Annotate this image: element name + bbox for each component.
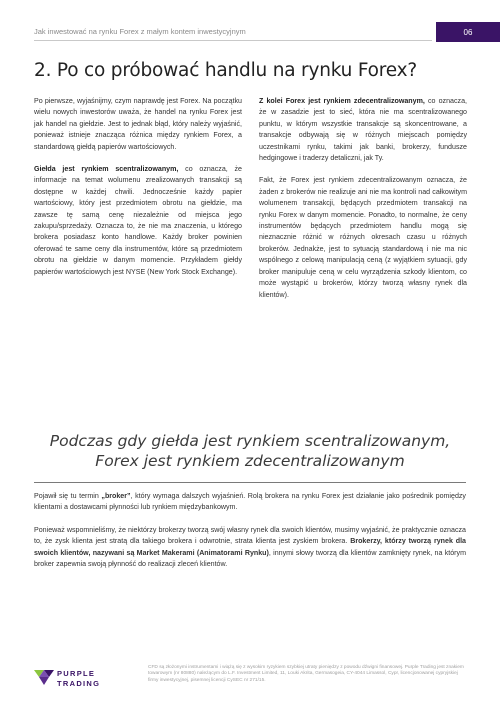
quote-divider [34,482,466,483]
diamond-logo-icon [34,668,54,686]
bold-phrase: Z kolei Forex jest rynkiem zdecentralizowanym, [259,97,425,105]
section-title: 2. Po co próbować handlu na rynku Forex? [34,60,418,81]
paragraph: Fakt, że Forex jest rynkiem zdecentralizowanym oznacza, że żaden z brokerów nie realizuje ani nie ma kontroli nad całkowitym wolumenem transakcji, będących przedmiotem transakcji na rynku Forex w danym momencie. Ponadto, to normalne, że ceny instrumentów będących przedmiotem handlu mogą się nieznacznie różnić w różnych okresach czasu u różnych brokerów. Jednakże, jest to sytuacją standardową i nie ma nic wspólnego z celową manipulacją ceną (z wyjątkiem sytuacji, gdy broker manipuluje ceną w celu wyrządzenia szkody klientom, co może wystąpić u brokerów, którzy tworzą własny rynek dla klientów). [259,176,467,299]
paragraph-text: co oznacza, że w zasadzie jest to sieć, która nie ma scentralizowanego punktu, w którym wszystkie transakcje są skoncentrowane, a transakcje odbywają się w różnych miejscach pomiędzy uczestnikami rynku, takimi jak banki, brokerzy, fundusze hedgingowe i traderzy detaliczni, jak Ty. [259,97,468,163]
paragraph-text: Ponieważ wspomnieliśmy, że niektórzy brokerzy tworzą swój własny rynek dla swoich klientów, musimy wyjaśnić, że praktycznie oznacza to, że zysk klienta jest stratą dla takiego brokera i odwrotnie, strata klienta jest zyskiem brokera. [34,525,466,546]
purple-trading-logo [34,665,129,691]
paragraph [34,491,466,514]
left-column [34,96,242,289]
footer-disclaimer: CFD są złożonymi instrumentami i wiążą się z wysokim ryzykiem szybkiej utraty pieniędzy z powodu dźwigni finansowej. Purple Trading jest znakiem towarowym (nr 80880) należącym do L.F. Investment Limited, 11, Louki Akrita, Germasogeia, CY-4044 Limassol, Cypr, licencjonowanej cypryjskiej firmy inwestycyjnej, pisemnej licencji CySEC nr 271/15. [148,665,464,683]
paragraph [34,164,242,278]
right-column [259,96,467,312]
pull-quote [30,432,470,471]
pull-quote-line: Forex jest rynkiem zdecentralizowanym [95,451,405,470]
logo-text: TRADING [57,679,101,688]
header-divider [34,40,432,41]
paragraph-text: Pojawił się tu termin [34,492,102,500]
bold-phrase: Giełda jest rynkiem scentralizowanym, [34,165,179,174]
paragraph [259,96,467,164]
bold-term: „broker” [101,492,131,500]
pull-quote-line: Podczas gdy giełda jest rynkiem scentralizowanym, [49,432,451,450]
body-text [34,491,466,581]
paragraph-text: , innymi słowy tworzą dla klientów zamknięty rynek, na którym broker zapewnia swoją płynność do realizacji zleceń klientów. [34,548,466,569]
page-number-tab [436,22,500,42]
running-header: Jak inwestować na rynku Forex z małym kontem inwestycyjnym [34,27,246,36]
paragraph [34,525,466,571]
logo-text: PURPLE [57,669,96,678]
paragraph-text: , który wymaga dalszych wyjaśnień. Rolą brokera na rynku Forex jest działanie jako pośrednik pomiędzy klientami a dostawcami płynności lub rynkiem międzybankowym. [34,492,466,512]
paragraph: Po pierwsze, wyjaśnijmy, czym naprawdę jest Forex. Na początku wielu nowych inwestorów uważa, że handel na rynku Forex jest jak handel na giełdzie. Jest to jednak błąd, który należy wyjaśnić, ponieważ istnieje znacząca różnica między rynkiem Forex, a standardową giełdą papierów wartościowych. [34,97,242,151]
bold-phrase: Brokerzy, którzy tworzą rynek dla swoich klientów, nazywani są Market Makerami (Animatorami Rynku) [34,537,466,557]
paragraph-text: co oznacza, że informacje na temat wolumenu zrealizowanych transakcji są dostępne w każdej chwili. Jednocześnie każdy papier wartościowy, który jest przedmiotem obrotu na giełdzie, ma zawsze tę samą cenę niezależnie od miejsca jego zakupu/sprzedaży. Oznacza to, że nie ma znaczenia, u którego brokera posiadasz konto handlowe. Każdy broker powinien oferować te same ceny dla instrumentów, które są przedmiotem obrotu na giełdzie w danym momencie. Przykładem giełdy papierów wartościowych jest NYSE (New York Stock Exchange). [34,165,242,276]
page-number: 06 [463,27,473,37]
